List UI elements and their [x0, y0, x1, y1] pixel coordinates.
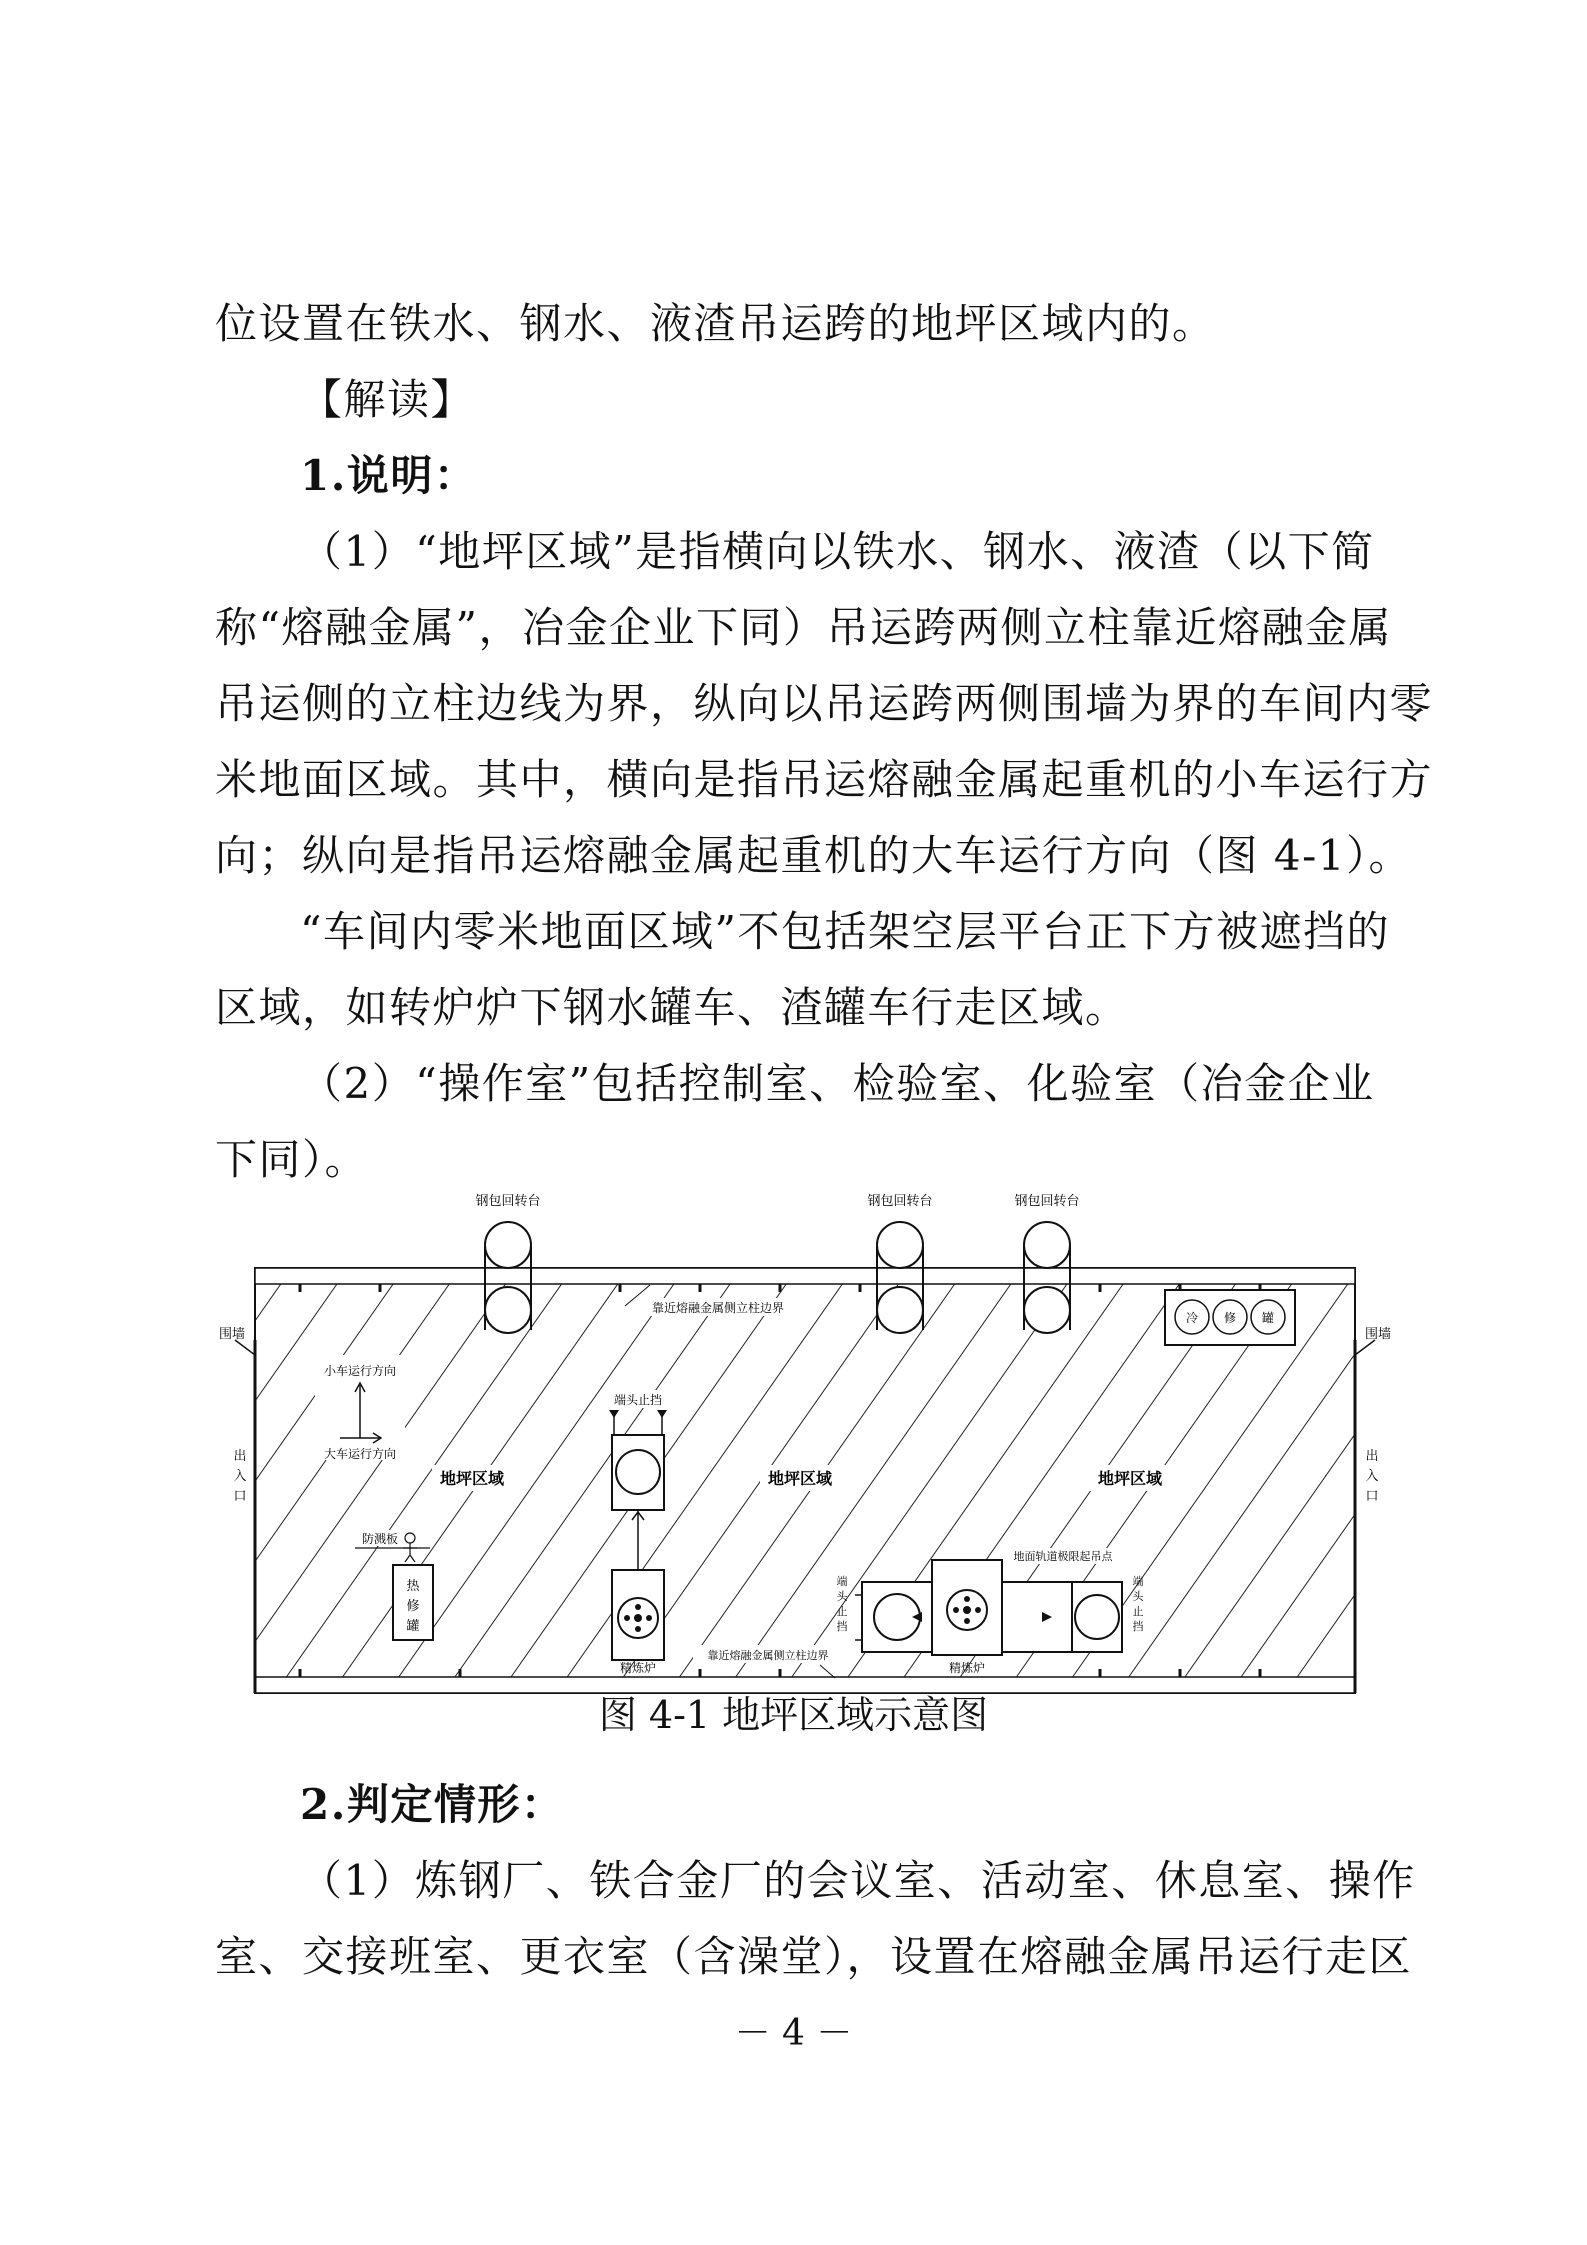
text-line: 向；纵向是指吊运熔融金属起重机的大车运行方向（图 4-1）。 — [215, 831, 1412, 880]
svg-text:头: 头 — [836, 1590, 848, 1603]
exit-label: 入 — [1365, 1469, 1379, 1484]
page-number: － 4 － — [734, 2013, 853, 2054]
shield-plate-label: 防溅板 — [361, 1532, 399, 1546]
floor-area-label: 地坪区域 — [439, 1469, 505, 1488]
floor-area-label: 地坪区域 — [1097, 1469, 1163, 1488]
room-label: 罐 — [1261, 1311, 1275, 1325]
room-label: 冷 — [1185, 1311, 1199, 1325]
svg-text:热: 热 — [406, 1579, 420, 1594]
svg-text:罐: 罐 — [406, 1619, 420, 1634]
svg-text:止: 止 — [836, 1605, 848, 1618]
text-line: （2）“操作室”包括控制室、检验室、化验室（冶金企业 — [300, 1059, 1375, 1108]
text-line: 米地面区域。其中，横向是指吊运熔融金属起重机的小车运行方 — [215, 755, 1434, 804]
turret-label: 钢包回转台 — [475, 1194, 541, 1209]
exit-label: 口 — [1365, 1489, 1379, 1504]
room-label: 修 — [1223, 1311, 1237, 1325]
svg-text:头: 头 — [1132, 1590, 1144, 1603]
svg-text:端: 端 — [836, 1575, 848, 1588]
figure-caption: 图 4-1 地坪区域示意图 — [598, 1693, 989, 1737]
rail-limit-label: 地面轨道极限起吊点 — [1013, 1550, 1113, 1563]
end-stop-label: 端头止挡 — [613, 1393, 663, 1407]
text-line: 称“熔融金属”，冶金企业下同）吊运跨两侧立柱靠近熔融金属 — [215, 603, 1392, 652]
svg-text:端: 端 — [1132, 1575, 1144, 1588]
refining-furnace-label: 精炼炉 — [948, 1661, 986, 1675]
text-line: 吊运侧的立柱边线为界，纵向以吊运跨两侧围墙为界的车间内零 — [215, 679, 1434, 728]
section-heading: 【解读】 — [300, 375, 475, 424]
exit-label: 出 — [1365, 1449, 1379, 1464]
text-line: 区域，如转炉炉下钢水罐车、渣罐车行走区域。 — [215, 983, 1129, 1032]
text-line: （1）“地坪区域”是指横向以铁水、钢水、液渣（以下简 — [300, 527, 1375, 576]
crane-direction-label: 大车运行方向 — [323, 1447, 397, 1461]
svg-text:修: 修 — [406, 1599, 420, 1614]
svg-text:止: 止 — [1132, 1605, 1144, 1618]
text-line: 下同）。 — [215, 1135, 369, 1184]
svg-text:挡: 挡 — [836, 1620, 848, 1633]
turret-label: 钢包回转台 — [1014, 1194, 1080, 1209]
text-line: 位设置在铁水、钢水、液渣吊运跨的地坪区域内的。 — [215, 299, 1216, 348]
floor-area-label: 地坪区域 — [767, 1469, 833, 1488]
column-edge-label: 靠近熔融金属侧立柱边界 — [651, 1301, 785, 1315]
exit-label: 出 — [233, 1449, 247, 1464]
exit-label: 入 — [233, 1469, 247, 1484]
wall-label: 围墙 — [218, 1327, 246, 1342]
subheading: 1.说明： — [300, 451, 478, 500]
text-line: “车间内零米地面区域”不包括架空层平台正下方被遮挡的 — [300, 907, 1390, 956]
trolley-direction-label: 小车运行方向 — [323, 1364, 397, 1378]
text-line: 室、交接班室、更衣室（含澡堂），设置在熔融金属吊运行走区 — [215, 1932, 1413, 1981]
wall-label: 围墙 — [1364, 1327, 1392, 1342]
refining-furnace-label: 精炼炉 — [619, 1661, 657, 1675]
subheading: 2.判定情形： — [300, 1780, 565, 1829]
svg-text:挡: 挡 — [1132, 1620, 1144, 1633]
turret-label: 钢包回转台 — [867, 1194, 933, 1209]
text-line: （1）炼钢厂、铁合金厂的会议室、活动室、休息室、操作 — [300, 1856, 1416, 1905]
column-edge-label: 靠近熔融金属侧立柱边界 — [707, 1649, 829, 1662]
exit-label: 口 — [233, 1489, 247, 1504]
